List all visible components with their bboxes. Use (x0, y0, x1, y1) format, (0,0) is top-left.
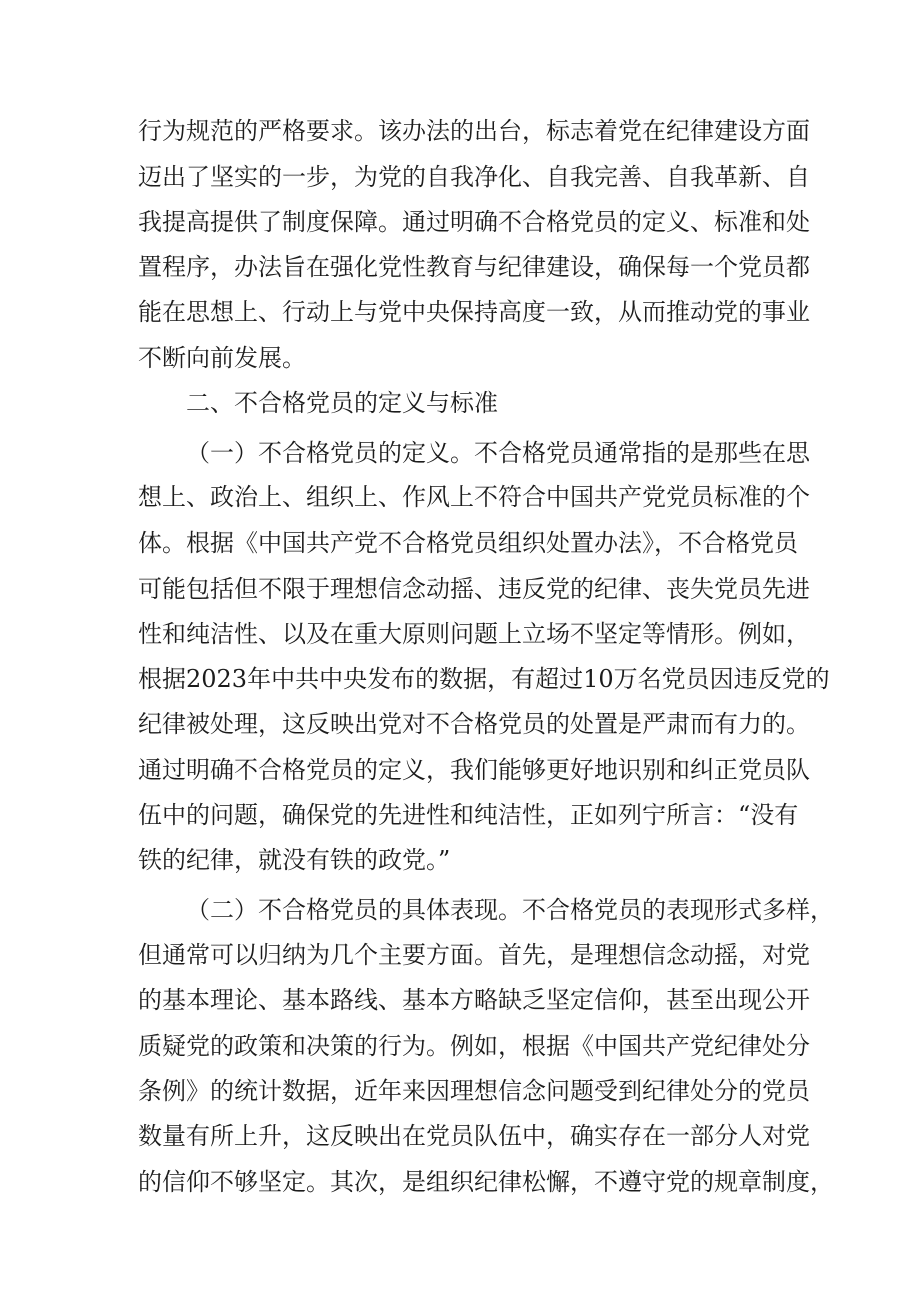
para3-line-5: 条例》的统计数据，近年来因理想信念问题受到纪律处分的党员 (138, 1077, 810, 1105)
para3-line-3: 的基本理论、基本路线、基本方略缺乏坚定信仰，甚至出现公开 (138, 986, 810, 1014)
para2-line-5: 性和纯洁性、以及在重大原则问题上立场不坚定等情形。例如， (138, 620, 810, 648)
para3-line-1: （二）不合格党员的具体表现。不合格党员的表现形式多样， (186, 896, 834, 924)
para2-line-10: 铁的纪律，就没有铁的政党。” (138, 846, 451, 874)
para1-line-1: 行为规范的严格要求。该办法的出台，标志着党在纪律建设方面 (138, 117, 810, 145)
para3-line-7: 的信仰不够坚定。其次，是组织纪律松懈，不遵守党的规章制度， (138, 1168, 834, 1196)
para1-line-5: 能在思想上、行动上与党中央保持高度一致，从而推动党的事业 (138, 298, 810, 326)
para1-line-2: 迈出了坚实的一步，为党的自我净化、自我完善、自我革新、自 (138, 163, 810, 191)
para3-line-6: 数量有所上升，这反映出在党员队伍中，确实存在一部分人对党 (138, 1122, 810, 1150)
para3-line-4: 质疑党的政策和决策的行为。例如，根据《中国共产党纪律处分 (138, 1032, 810, 1060)
para1-line-4: 置程序，办法旨在强化党性教育与纪律建设，确保每一个党员都 (138, 253, 810, 281)
section-heading: 二、不合格党员的定义与标准 (186, 389, 498, 417)
para2-line-7: 纪律被处理，这反映出党对不合格党员的处置是严肃而有力的。 (138, 710, 810, 738)
para2-line-3: 体。根据《中国共产党不合格党员组织处置办法》，不合格党员 (138, 529, 798, 557)
para2-line-9: 伍中的问题，确保党的先进性和纯洁性，正如列宁所言：“没有 (138, 801, 799, 829)
para1-line-3: 我提高提供了制度保障。通过明确不合格党员的定义、标准和处 (138, 208, 810, 236)
para2-line-1: （一）不合格党员的定义。不合格党员通常指的是那些在思 (186, 439, 810, 467)
para2-line-4: 可能包括但不限于理想信念动摇、违反党的纪律、丧失党员先进 (138, 575, 810, 603)
para2-line-8: 通过明确不合格党员的定义，我们能够更好地识别和纠正党员队 (138, 756, 810, 784)
para2-line-2: 想上、政治上、组织上、作风上不符合中国共产党党员标准的个 (138, 483, 810, 511)
para3-line-2: 但通常可以归纳为几个主要方面。首先，是理想信念动摇，对党 (138, 941, 810, 969)
para2-line-6: 根据2023年中共中央发布的数据，有超过10万名党员因违反党的 (138, 665, 830, 693)
para1-line-6: 不断向前发展。 (138, 344, 306, 372)
